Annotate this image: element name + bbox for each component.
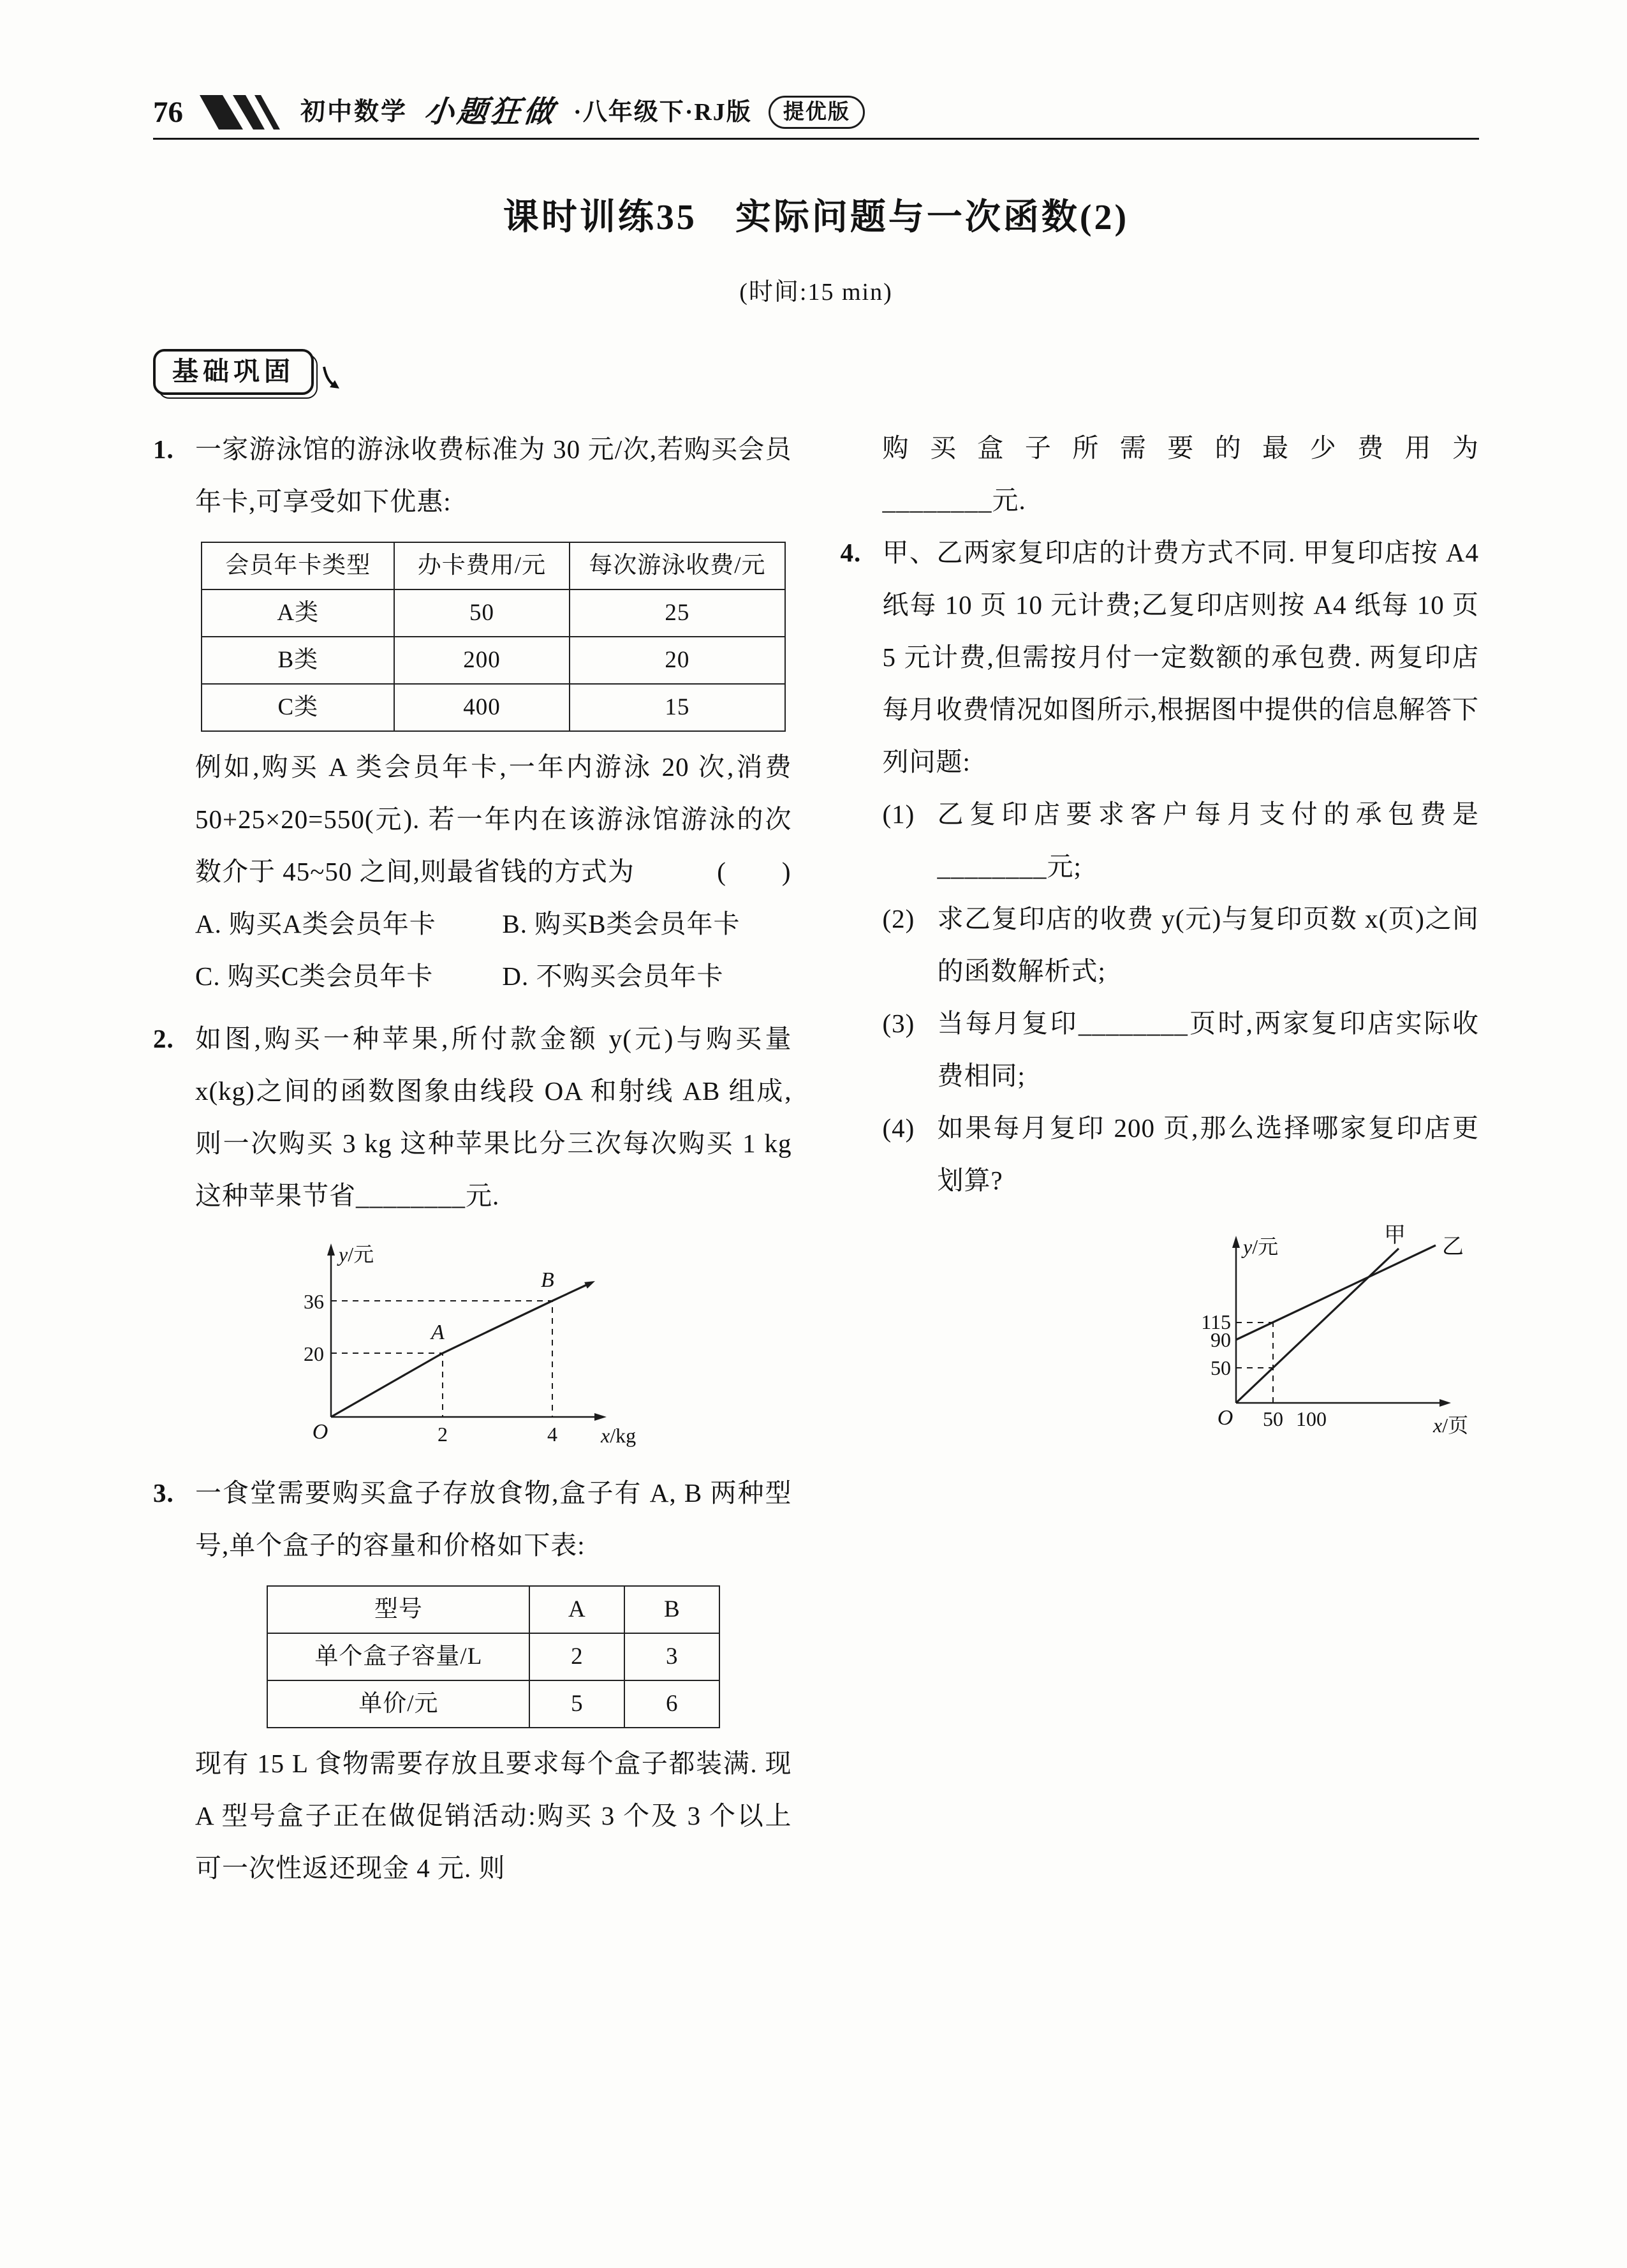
q3-stem: 一食堂需要购买盒子存放食物,盒子有 A, B 两种型号,单个盒子的容量和价格如下表: — [195, 1478, 792, 1560]
time-limit: (时间:15 min) — [739, 279, 893, 306]
table-cell: A类 — [202, 589, 394, 637]
page-header — [153, 93, 1479, 131]
sub-label: (2) — [882, 904, 915, 933]
x-tick-4: 4 — [547, 1423, 557, 1446]
question-4-number: 4. — [840, 538, 862, 567]
table-header-cell: 每次游泳收费/元 — [570, 542, 785, 589]
table-cell: 25 — [570, 589, 785, 637]
sub-label: (1) — [882, 799, 915, 829]
y-axis-label: y/元 — [1243, 1235, 1279, 1258]
table-cell: 5 — [529, 1680, 624, 1728]
table-cell: 6 — [624, 1680, 719, 1728]
table-cell: 50 — [394, 589, 569, 637]
table-cell: B — [624, 1586, 719, 1633]
sub-label: (3) — [882, 1009, 915, 1038]
question-2-number: 2. — [153, 1024, 174, 1053]
q4-graph — [1175, 1224, 1475, 1441]
answer-bracket: ( ) — [717, 857, 792, 886]
point-a-label: A — [431, 1321, 445, 1344]
sub-text: 求乙复印店的收费 y(元)与复印页数 x(页)之间的函数解析式; — [937, 904, 1479, 986]
left-column — [153, 349, 792, 1894]
q3-continuation-line2: ________元. — [882, 485, 1026, 515]
table-header-row — [202, 542, 785, 589]
option-b: B. 购买B类会员年卡 — [502, 909, 740, 938]
q2-stem: 如图,购买一种苹果,所付款金额 y(元)与购买量 x(kg)之间的函数图象由线段 OA 和射线 AB 组成,则一次购买 3 kg 这种苹果比分三次每次购买 1 kg 这种苹果节省________元. — [195, 1024, 792, 1210]
sub-text: 当每月复印________页时,两家复印店实际收费相同; — [937, 1009, 1479, 1090]
table-row — [267, 1680, 719, 1728]
content-columns — [153, 349, 1479, 1894]
option-a: A. 购买A类会员年卡 — [195, 909, 436, 938]
q4-sub-2 — [883, 893, 1480, 997]
q1-pricing-table — [201, 542, 786, 732]
table-cell: B类 — [202, 637, 394, 684]
table-header-cell: 办卡费用/元 — [394, 542, 569, 589]
question-1-number: 1. — [153, 434, 174, 464]
header-series-title: 初中数学 — [300, 98, 408, 126]
option-d: D. 不购买会员年卡 — [502, 961, 724, 991]
table-cell: 200 — [394, 637, 569, 684]
table-cell: A — [529, 1586, 624, 1633]
q4-sub-3 — [883, 997, 1480, 1102]
origin-label: O — [312, 1420, 328, 1444]
hook-arrow-icon — [319, 366, 342, 392]
header-stripes-icon — [200, 95, 284, 130]
x-tick-2: 2 — [438, 1423, 448, 1446]
table-header-cell: 会员年卡类型 — [202, 542, 394, 589]
table-row — [202, 637, 785, 684]
q2-graph — [270, 1232, 653, 1454]
q3-continuation — [883, 422, 1480, 526]
section-badge — [153, 349, 792, 395]
table-row — [267, 1633, 719, 1680]
question-2 — [153, 1012, 792, 1456]
sub-text: 乙复印店要求客户每月支付的承包费是________元; — [937, 799, 1479, 881]
y-axis-label: y/元 — [339, 1243, 374, 1266]
y-tick-90: 90 — [1211, 1328, 1231, 1351]
x-tick-100: 100 — [1296, 1407, 1327, 1430]
option-c: C. 购买C类会员年卡 — [195, 961, 434, 991]
question-3 — [153, 1467, 792, 1894]
y-tick-50: 50 — [1211, 1356, 1231, 1379]
section-badge-label: 基础巩固 — [153, 349, 314, 395]
x-tick-50: 50 — [1263, 1407, 1283, 1430]
q1-followup: 例如,购买 A 类会员年卡,一年内游泳 20 次,消费 50+25×20=550(元). 若一年内在该游泳馆游泳的次数介于 45~50 之间,则最省钱的方式为 — [195, 752, 792, 886]
origin-label: O — [1217, 1406, 1233, 1430]
table-cell: 3 — [624, 1633, 719, 1680]
table-row — [202, 684, 785, 731]
table-cell: 型号 — [267, 1586, 529, 1633]
table-cell: 400 — [394, 684, 569, 731]
q4-sub-1 — [883, 788, 1480, 893]
table-cell: 2 — [529, 1633, 624, 1680]
page-number: 76 — [153, 96, 183, 129]
x-axis-label: x/页 — [1433, 1414, 1469, 1437]
q4-stem: 甲、乙两家复印店的计费方式不同. 甲复印店按 A4 纸每 10 页 10 元计费;乙复印店则按 A4 纸每 10 页 5 元计费,但需按月付一定数额的承包费. 两复印店每月收费情况如图所示,根据图中提供的信息解答下列问题: — [882, 538, 1479, 776]
header-edition: ·八年级下·RJ版 — [573, 99, 752, 126]
q3-box-table — [267, 1585, 720, 1728]
table-cell: 单个盒子容量/L — [267, 1633, 529, 1680]
sub-label: (4) — [882, 1113, 915, 1143]
q3-continuation-line1: 购买盒子所需要的最少费用为 — [882, 433, 1479, 463]
edition-badge: 提优版 — [769, 96, 865, 129]
q4-sub-4 — [883, 1102, 1480, 1206]
y-tick-20: 20 — [304, 1342, 324, 1365]
y-tick-115: 115 — [1201, 1310, 1231, 1333]
table-cell: C类 — [202, 684, 394, 731]
q1-options — [195, 898, 792, 1002]
q3-followup: 现有 15 L 食物需要存放且要求每个盒子都装满. 现 A 型号盒子正在做促销活动:购买 3 个及 3 个以上可一次性返还现金 4 元. 则 — [195, 1749, 792, 1883]
right-column — [841, 349, 1480, 1894]
sub-text: 如果每月复印 200 页,那么选择哪家复印店更划算? — [937, 1113, 1479, 1195]
y-tick-36: 36 — [304, 1290, 324, 1313]
series-yi-label: 乙 — [1442, 1235, 1464, 1259]
table-cell: 15 — [570, 684, 785, 731]
question-3-number: 3. — [153, 1478, 174, 1508]
series-jia-label: 甲 — [1384, 1224, 1406, 1247]
header-brand-logo: 小题狂做 — [422, 96, 559, 129]
point-b-label: B — [541, 1268, 554, 1292]
q1-example-text — [195, 741, 792, 898]
table-cell: 单价/元 — [267, 1680, 529, 1728]
x-axis-label: x/kg — [601, 1424, 637, 1447]
question-1 — [153, 423, 792, 1002]
table-row — [202, 589, 785, 637]
lesson-title: 课时训练35 实际问题与一次函数(2) — [503, 198, 1130, 237]
q1-stem: 一家游泳馆的游泳收费标准为 30 元/次,若购买会员年卡,可享受如下优惠: — [195, 434, 792, 516]
table-row — [267, 1586, 719, 1633]
table-cell: 20 — [570, 637, 785, 684]
question-4 — [841, 526, 1480, 1441]
